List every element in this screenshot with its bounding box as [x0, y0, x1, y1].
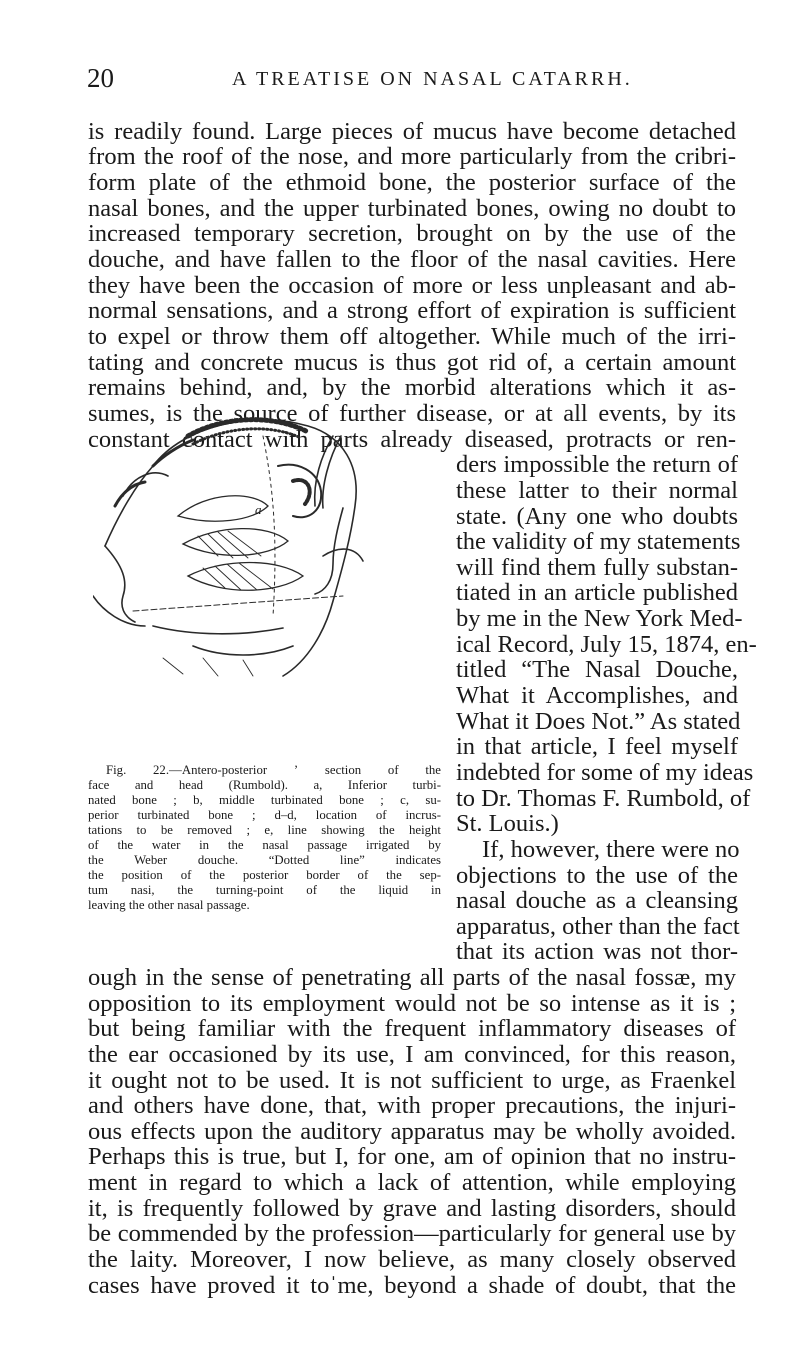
figure-caption-line: Fig. 22.—Antero-posterior ʼ section of the	[106, 763, 441, 777]
body-line: remains behind, and, by the morbid alterations which it as-	[88, 374, 736, 401]
body-line: Perhaps this is true, but I, for one, am of opinion that no instru-	[88, 1143, 736, 1170]
body-line: douche, and have fallen to the floor of the nasal cavities. Here	[88, 246, 736, 273]
side-line: state. (Any one who doubts	[456, 503, 738, 530]
side-line: these latter to their normal	[456, 477, 738, 504]
side-line: in that article, I feel myself	[456, 733, 738, 760]
body-line: but being familiar with the frequent inflammatory diseases of	[88, 1015, 736, 1042]
side-line: indebted for some of my ideas	[456, 759, 754, 786]
side-line: to Dr. Thomas F. Rumbold, of	[456, 785, 751, 812]
side-line: nasal douche as a cleansing	[456, 887, 738, 914]
figure-caption-line: face and head (Rumbold). a, Inferior turbi-	[88, 778, 441, 792]
side-line: that its action was not thor-	[456, 938, 738, 965]
figure-caption-line: of the water in the nasal passage irrigated by	[88, 838, 441, 852]
body-line: constant contact with parts already diseased, protracts or ren-	[88, 426, 736, 453]
figure-caption-line: tum nasi, the turning-point of the liquid in	[88, 883, 441, 897]
side-line: the validity of my statements	[456, 528, 741, 555]
body-line: nasal bones, and the upper turbinated bones, owing no doubt to	[88, 195, 736, 222]
figure-caption-line: leaving the other nasal passage.	[88, 898, 250, 912]
side-line: objections to the use of the	[456, 862, 738, 889]
body-line: the laity. Moreover, I now believe, as many closely observed	[88, 1246, 736, 1273]
body-line: cases have proved it toˈme, beyond a shade of doubt, that the	[88, 1272, 736, 1299]
page-number: 20	[87, 63, 114, 93]
figure-caption-line: perior turbinated bone ; d–d, location of incrus-	[88, 808, 441, 822]
anatomical-figure	[93, 396, 433, 686]
side-line: will find them fully substan-	[456, 554, 738, 581]
body-line: normal sensations, and a strong effort of expiration is sufficient	[88, 297, 736, 324]
figure-caption-line: tations to be removed ; e, line showing the height	[88, 823, 441, 837]
body-line: sumes, is the source of further disease, or at all events, by its	[88, 400, 736, 427]
body-line: the ear occasioned by its use, I am convinced, for this reason,	[88, 1041, 736, 1068]
figure-caption-line: the position of the posterior border of the sep-	[88, 868, 441, 882]
side-line: tiated in an article published	[456, 579, 738, 606]
side-line: ders impossible the return of	[456, 451, 738, 478]
side-line: apparatus, other than the fact	[456, 913, 740, 940]
side-line: If, however, there were no	[482, 836, 740, 863]
body-line: from the roof of the nose, and more particularly from the cribri-	[88, 143, 736, 170]
body-line: to expel or throw them off altogether. While much of the irri-	[88, 323, 736, 350]
figure-caption-line: nated bone ; b, middle turbinated bone ; c, su-	[88, 793, 441, 807]
nasal-section-illustration	[93, 396, 433, 686]
body-line: be commended by the profession—particularly for general use by	[88, 1220, 736, 1247]
side-line: titled “The Nasal Douche,	[456, 656, 738, 683]
body-line: ment in regard to which a lack of attention, while employing	[88, 1169, 736, 1196]
body-line: opposition to its employment would not be so intense as it is ;	[88, 990, 736, 1017]
running-head: A TREATISE ON NASAL CATARRH.	[232, 68, 633, 90]
side-line: ical Record, July 15, 1874, en-	[456, 631, 757, 658]
body-line: and others have done, that, with proper precautions, the injuri-	[88, 1092, 736, 1119]
body-line: is readily found. Large pieces of mucus have become detached	[88, 118, 736, 145]
body-line: ough in the sense of penetrating all parts of the nasal fossæ, my	[88, 964, 736, 991]
figure-caption-line: the Weber douche. “Dotted line” indicates	[88, 853, 441, 867]
side-line: What it Does Not.” As stated	[456, 708, 741, 735]
body-line: ous effects upon the auditory apparatus may be wholly avoided.	[88, 1118, 736, 1145]
body-line: it ought not to be used. It is not sufficient to urge, as Fraenkel	[88, 1067, 736, 1094]
body-line: they have been the occasion of more or less unpleasant and ab-	[88, 272, 736, 299]
side-line: What it Accomplishes, and	[456, 682, 738, 709]
figure-label-a: a	[255, 502, 262, 517]
body-line: it, is frequently followed by grave and lasting disorders, should	[88, 1195, 736, 1222]
body-line: form plate of the ethmoid bone, the posterior surface of the	[88, 169, 736, 196]
body-line: increased temporary secretion, brought on by the use of the	[88, 220, 736, 247]
side-line: by me in the New York Med-	[456, 605, 743, 632]
side-line: St. Louis.)	[456, 810, 559, 837]
body-line: tating and concrete mucus is thus got rid of, a certain amount	[88, 349, 736, 376]
